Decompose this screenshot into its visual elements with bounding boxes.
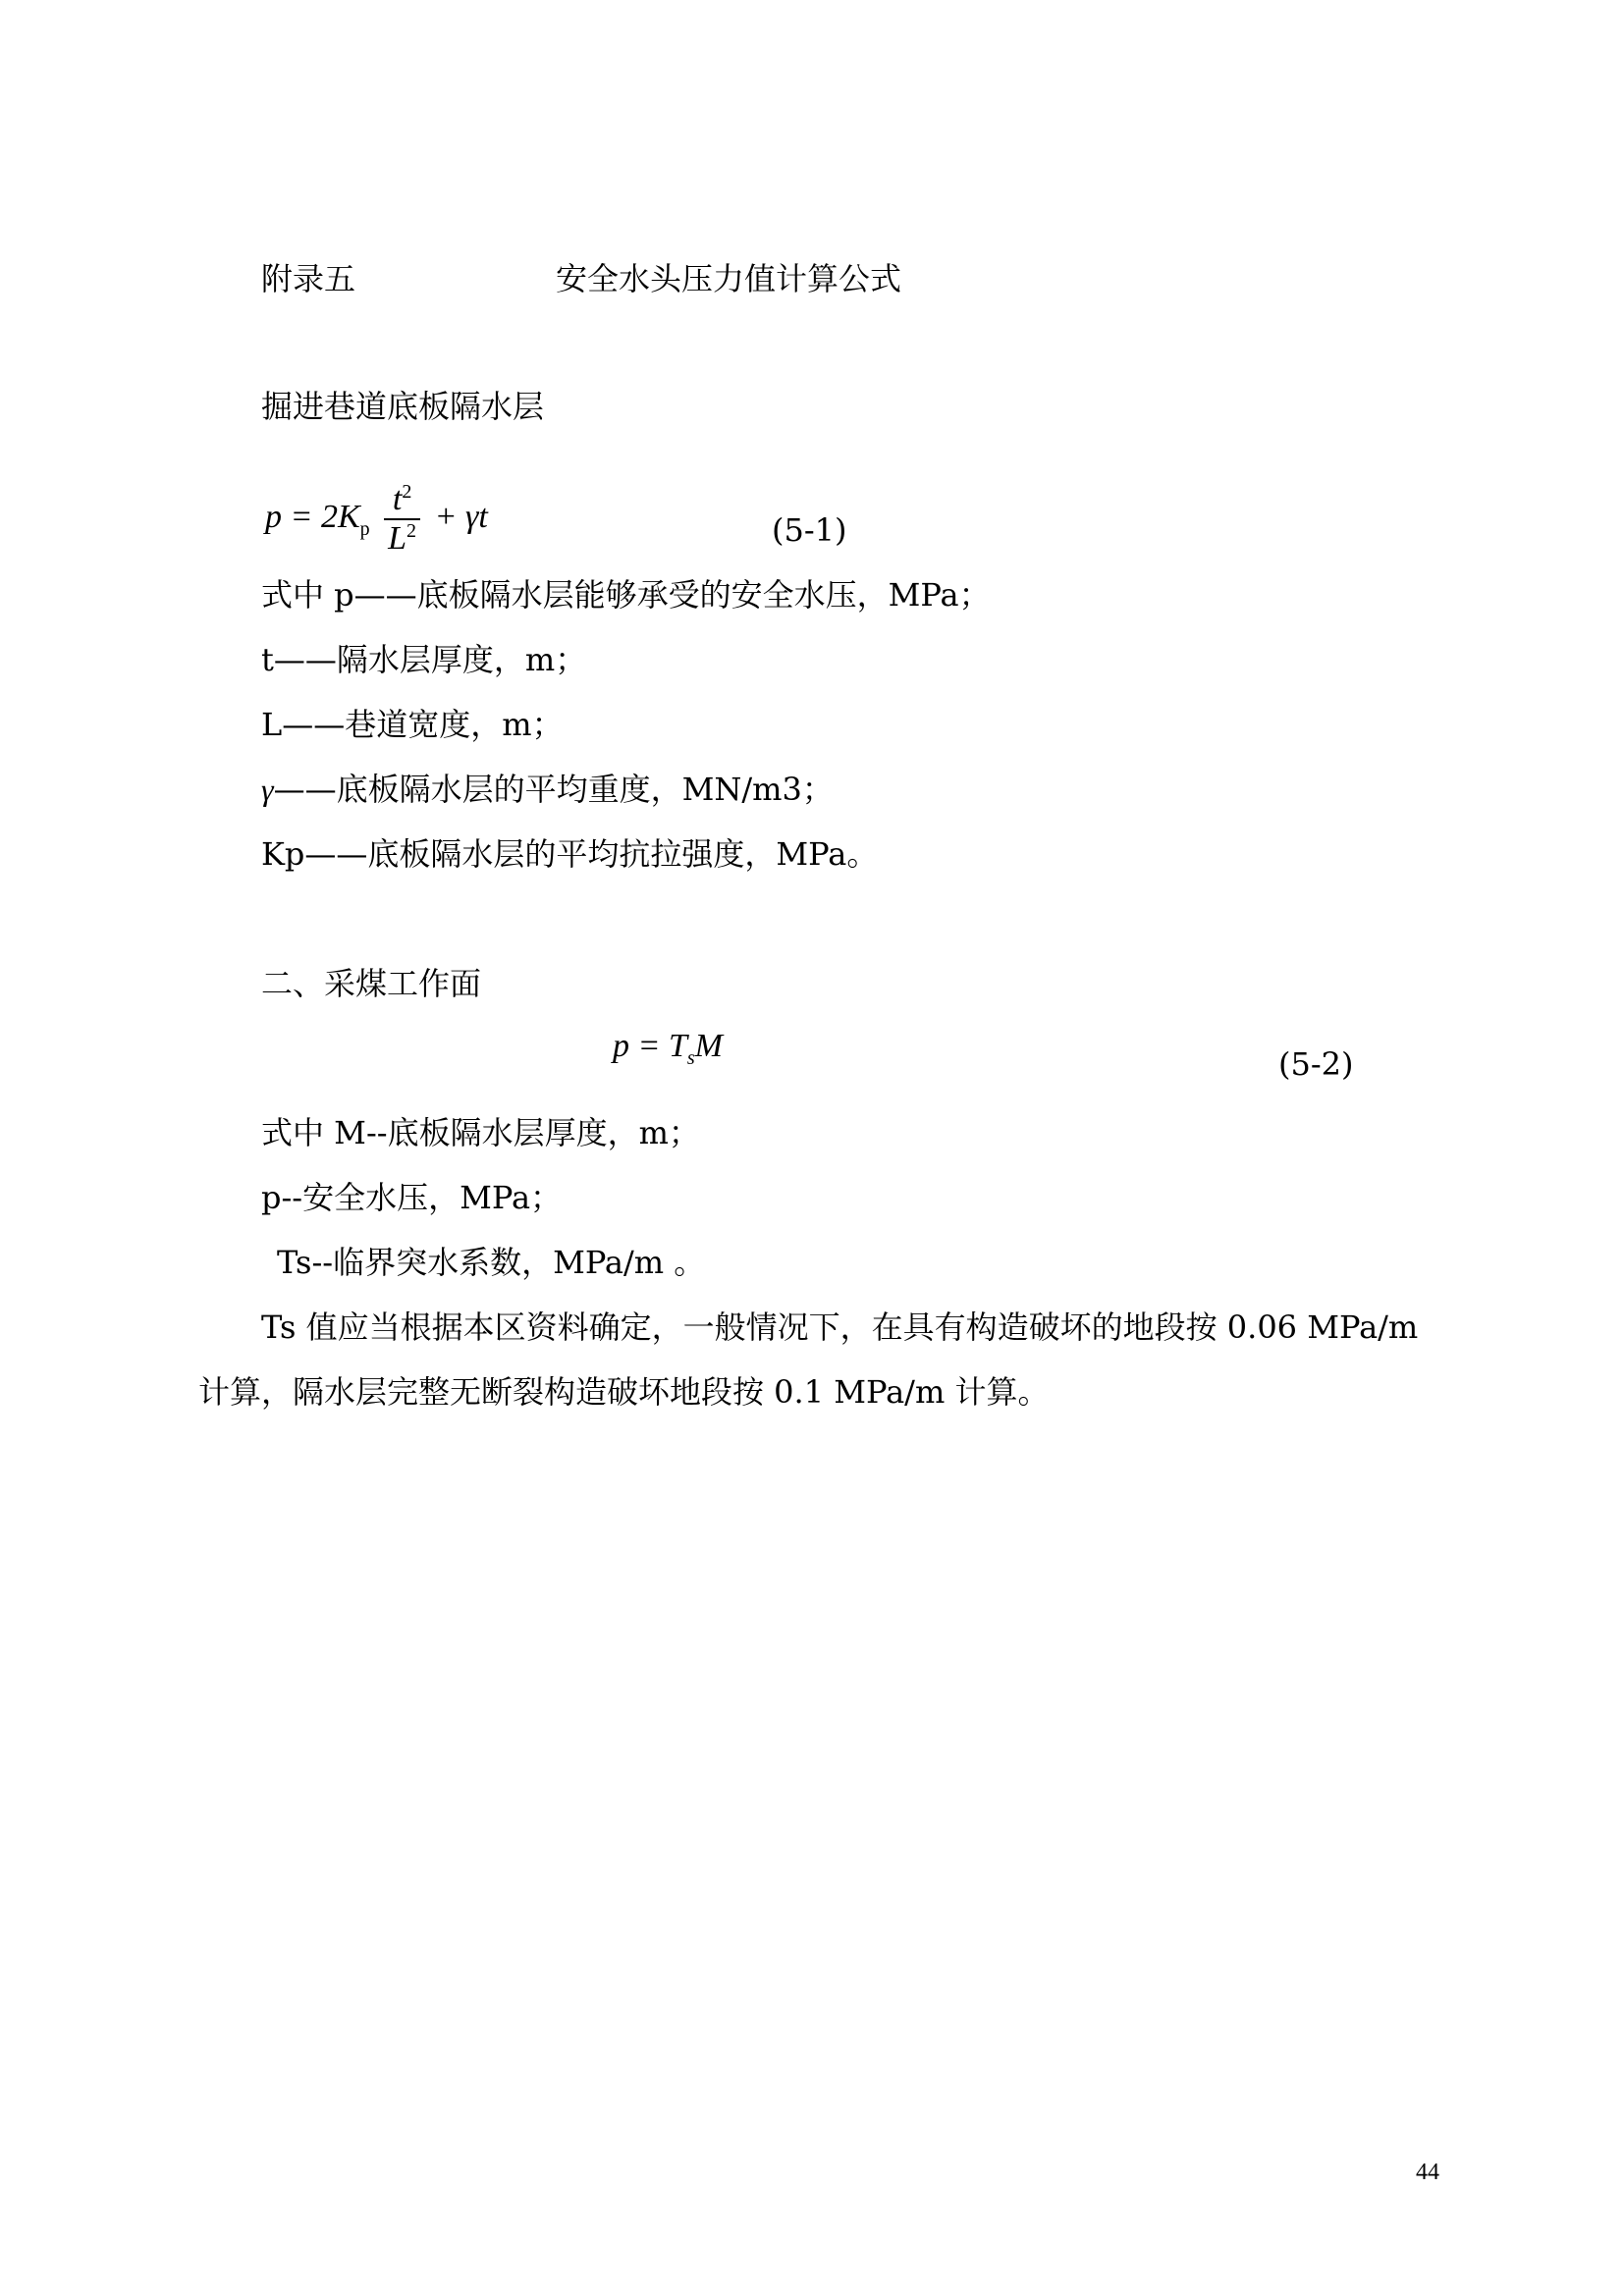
definition-gamma-text: ——底板隔水层的平均重度，MN/m3； bbox=[273, 771, 834, 808]
formula-5-2-tail: M bbox=[694, 1028, 723, 1064]
formula-5-1-fraction bbox=[384, 481, 420, 558]
definition-t: t——隔水层厚度，m； bbox=[261, 641, 587, 678]
appendix-label: 附录五 bbox=[261, 260, 356, 297]
formula-5-1-tail: + γt bbox=[434, 498, 488, 535]
formula-5-1 bbox=[265, 481, 488, 558]
definition-Ts: Ts--临界突水系数，MPa/m 。 bbox=[277, 1244, 706, 1281]
definition-p: 式中 p——底板隔水层能够承受的安全水压，MPa； bbox=[261, 576, 991, 614]
formula-5-1-lhs: p = 2K bbox=[265, 498, 360, 535]
formula-5-2-lhs: p = T bbox=[613, 1028, 687, 1064]
definition-Kp: Kp——底板隔水层的平均抗拉强度，MPa。 bbox=[261, 835, 879, 873]
formula-5-1-lhs-subscript: p bbox=[359, 517, 370, 540]
section1-heading: 掘进巷道底板隔水层 bbox=[261, 388, 545, 425]
equation-number-5-2: (5-2) bbox=[1278, 1045, 1354, 1083]
definition-gamma bbox=[261, 768, 834, 811]
paragraph-line-1: Ts 值应当根据本区资料确定，一般情况下，在具有构造破坏的地段按 0.06 MPa/m bbox=[261, 1308, 1419, 1346]
definition-safe-pressure: p--安全水压，MPa； bbox=[261, 1179, 563, 1216]
formula-5-2-subscript: s bbox=[686, 1047, 695, 1069]
formula-5-1-denominator: $L^2$ bbox=[388, 520, 417, 557]
equation-number-5-1: (5-1) bbox=[772, 511, 847, 549]
formula-5-1-numerator: $t^2$ bbox=[384, 481, 420, 520]
appendix-title: 安全水头压力值计算公式 bbox=[556, 260, 902, 297]
page-number: 44 bbox=[1416, 2160, 1439, 2185]
definition-L: L——巷道宽度，m； bbox=[261, 706, 564, 743]
paragraph-line-2: 计算，隔水层完整无断裂构造破坏地段按 0.1 MPa/m 计算。 bbox=[198, 1373, 1050, 1411]
gamma-symbol: γ bbox=[261, 772, 274, 807]
definition-M: 式中 M--底板隔水层厚度，m； bbox=[261, 1114, 700, 1151]
section2-heading: 二、采煤工作面 bbox=[261, 965, 482, 1002]
formula-5-2 bbox=[613, 1027, 723, 1069]
